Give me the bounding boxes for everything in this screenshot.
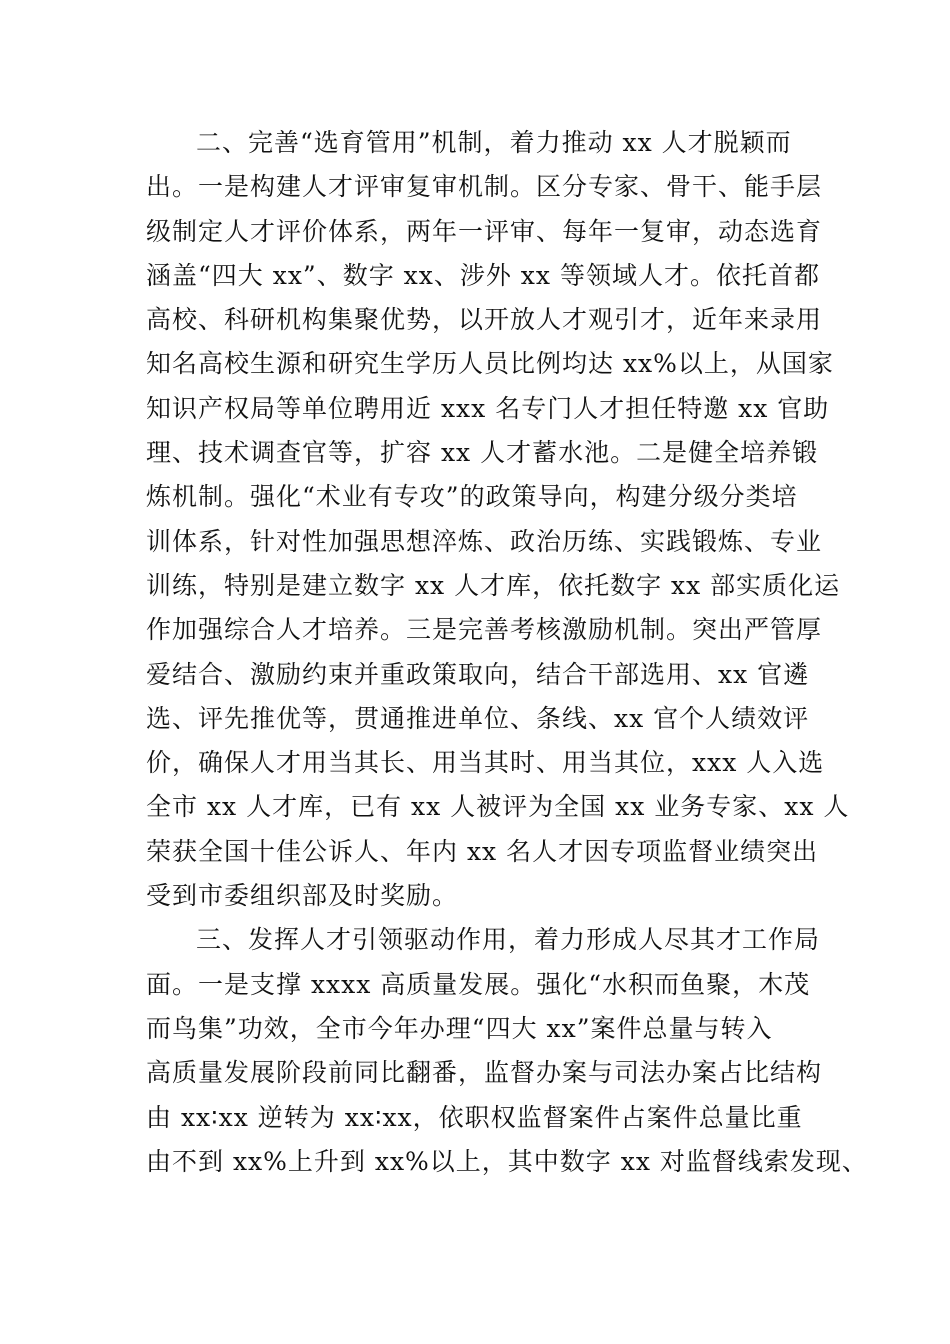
text-line: 出。一是构建人才评审复审机制。区分专家、骨干、能手层 bbox=[146, 172, 823, 202]
text-line: 由不到 xx%上升到 xx%以上，其中数字 xx 对监督线索发现、 bbox=[146, 1146, 868, 1176]
text-line: 理、技术调查官等，扩容 xx 人才蓄水池。二是健全培养锻 bbox=[146, 438, 819, 468]
text-line: 高校、科研机构集聚优势，以开放人才观引才，近年来录用 bbox=[146, 305, 823, 335]
text-line: 荣获全国十佳公诉人、年内 xx 名人才因专项监督业绩突出 bbox=[146, 836, 819, 866]
text-line: 作加强综合人才培养。三是完善考核激励机制。突出严管厚 bbox=[146, 615, 823, 645]
paragraph-section-2 bbox=[146, 121, 850, 918]
text-line: 三、发挥人才引领驱动作用，着力形成人尽其才工作局 bbox=[196, 925, 821, 955]
text-line: 二、完善“选育管用”机制，着力推动 xx 人才脱颖而 bbox=[196, 128, 792, 157]
text-line: 受到市委组织部及时奖励。 bbox=[146, 881, 459, 911]
text-line: 全市 xx 人才库，已有 xx 人被评为全国 xx 业务专家、xx 人 bbox=[146, 792, 850, 822]
text-line: 价，确保人才用当其长、用当其时、用当其位，xxx 人入选 bbox=[146, 748, 825, 778]
text-line: 知识产权局等单位聘用近 xxx 名专门人才担任特邀 xx 官助 bbox=[146, 393, 830, 423]
paragraph-section-3 bbox=[146, 918, 868, 1184]
text-line: 而鸟集”功效，全市今年办理“四大 xx”案件总量与转入 bbox=[146, 1013, 773, 1043]
text-line: 炼机制。强化“术业有专攻”的政策导向，构建分级分类培 bbox=[146, 482, 798, 512]
text-line: 爱结合、激励约束并重政策取向，结合干部选用、xx 官遴 bbox=[146, 659, 810, 689]
text-line: 由 xx∶xx 逆转为 xx∶xx，依职权监督案件占案件总量比重 bbox=[146, 1102, 803, 1132]
document-body bbox=[146, 121, 868, 1184]
text-line: 级制定人才评价体系，两年一评审、每年一复审，动态选育 bbox=[146, 216, 823, 246]
text-line: 选、评先推优等，贯通推进单位、条线、xx 官个人绩效评 bbox=[146, 703, 810, 733]
text-line: 涵盖“四大 xx”、数字 xx、涉外 xx 等领域人才。依托首都 bbox=[146, 260, 820, 290]
text-line: 高质量发展阶段前同比翻番，监督办案与司法办案占比结构 bbox=[146, 1058, 823, 1088]
text-line: 训体系，针对性加强思想淬炼、政治历练、实践锻炼、专业 bbox=[146, 526, 823, 556]
text-line: 面。一是支撑 xxxx 高质量发展。强化“水积而鱼聚，木茂 bbox=[146, 969, 811, 999]
text-line: 训练，特别是建立数字 xx 人才库，依托数字 xx 部实质化运 bbox=[146, 570, 841, 600]
text-line: 知名高校生源和研究生学历人员比例均达 xx%以上，从国家 bbox=[146, 349, 834, 379]
